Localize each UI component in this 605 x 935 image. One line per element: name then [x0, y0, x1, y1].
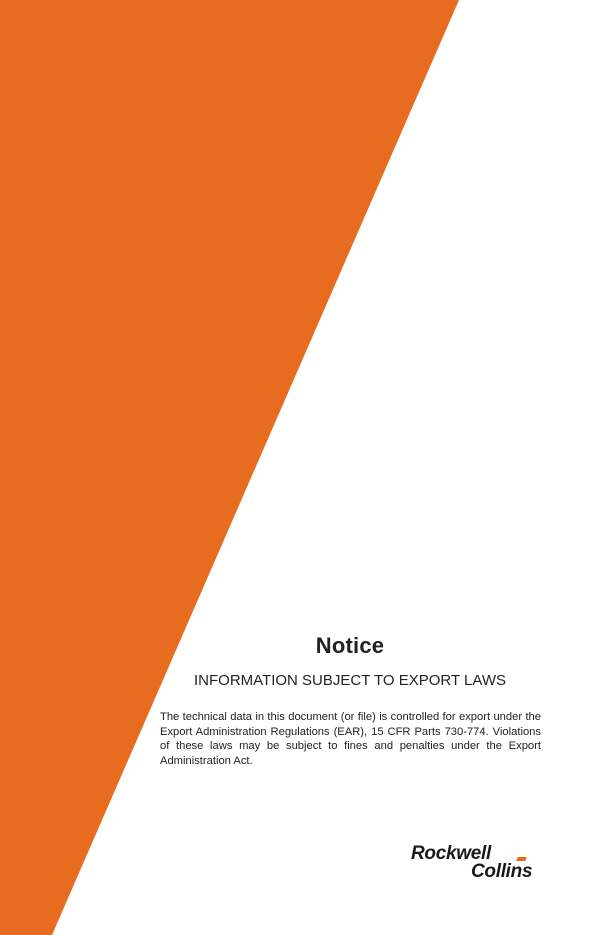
logo-line-rockwell: Rockwell [411, 843, 491, 864]
notice-subtitle: INFORMATION SUBJECT TO EXPORT LAWS [194, 672, 506, 689]
rockwell-collins-logo [405, 842, 555, 884]
notice-title: Notice [315, 633, 385, 658]
logo-line-collins: Collins [471, 861, 533, 882]
notice-body-text: The technical data in this document (or file) is controlled for export under the Export Administration Regulations (EAR), 15 CFR Parts 730-774. Violations of these laws may be subject to fines and penalties under the Export Administration Act. [160, 711, 541, 767]
